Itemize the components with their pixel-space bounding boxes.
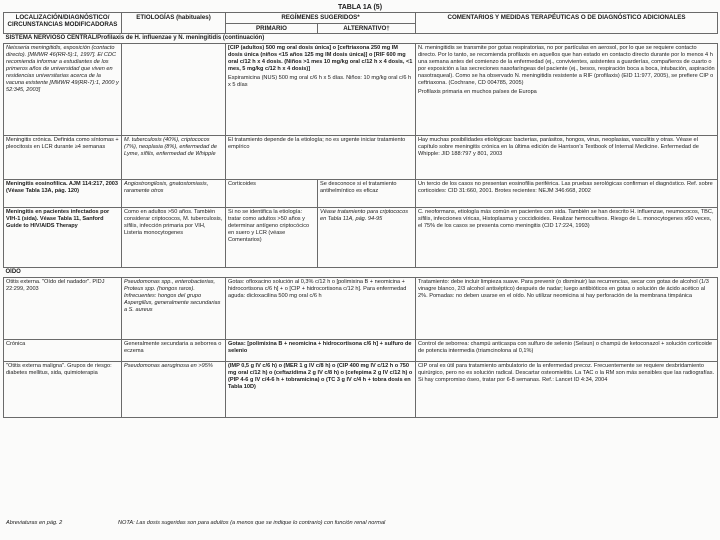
- header-primary: PRIMARIO: [226, 24, 318, 34]
- row-comments: Control de seborrea: champú anticaspa con sulfuro de selenio (Selsun) o champú de ketoconazol + solución corticoide de potencia intermedia (triamcinolona al 0,1%): [416, 340, 718, 362]
- row-alternative: Se desconoce si el tratamiento antihelmíntico es eficaz: [318, 180, 416, 208]
- row-etiology: Angiostrongilosis, gnatostomiasis, raramente otros: [122, 180, 226, 208]
- row-comments: Un tercio de los casos no presentan eosinofilia periférica. Las pruebas serológicas confirman el diagnóstico. Ref. sobre corticoides: CID 31:660, 2001. Brotes recientes: NEJM 346:668, 2002: [416, 180, 718, 208]
- header-comments: COMENTARIOS Y MEDIDAS TERAPÉUTICAS O DE DIAGNÓSTICO ADICIONALES: [416, 13, 718, 34]
- row-location: "Otitis externa maligna". Grupos de riesgo: diabetes mellitus, sida, quimioterapia: [4, 362, 122, 418]
- table-title: TABLA 1A (5): [337, 4, 383, 11]
- row-etiology: Generalmente secundaria a seborrea o eczema: [122, 340, 226, 362]
- row-location: Meningitis eosinofílica. AJM 114:217, 2003 (Véase Tabla 13A, pág. 120): [4, 180, 122, 208]
- table-row: [4, 278, 718, 340]
- table-row: [4, 208, 718, 268]
- row-primary: (IMP 0,5 g IV c/6 h) o (MER 1 g IV c/8 h) o (CIP 400 mg IV c/12 h o 750 mg oral c/12 h) o (ceftazidima 2 g IV c/8 h) o (cefepima 2 g IV c/12 h) o (PIP 4-6 g IV c/4-6 h + tobramicina) o (TC 3 g IV c/4 h + tobra dosis en Tabla 10D): [226, 362, 416, 418]
- row-location: Meningitis crónica. Definida como síntomas + pleocitosis en LCR durante ≥4 semanas: [4, 136, 122, 180]
- row-primary: Si no se identifica la etiología: tratar como adultos >50 años y determinar antígeno criptocócico en suero y LCR (véase Comentarios): [226, 208, 318, 268]
- row-location: Otitis externa. "Oído del nadador". PIDJ 22:299, 2003: [4, 278, 122, 340]
- abbreviations-note: Abreviaturas en pág. 2: [6, 520, 63, 526]
- row-etiology: Como en adultos >50 años. También considerar criptococos, M. tuberculosis, sífilis, infección primaria por VIH, Listeria monocytogenes: [122, 208, 226, 268]
- row-regimens: [226, 44, 416, 136]
- table-row: [4, 136, 718, 180]
- section-header-ear: OÍDO: [4, 268, 718, 278]
- row-primary: El tratamiento depende de la etiología; no es urgente iniciar tratamiento empírico: [226, 136, 416, 180]
- row-comments: Hay muchas posibilidades etiológicas: bacterias, parásitos, hongos, virus, neoplasias, vasculitis y otras. Véase el capítulo sobre meningitis crónica en la última edición de Harrison's Textbook of Internal Medicine. Enfermedad de Whipple: JID 188:797 y 801, 2003: [416, 136, 718, 180]
- row-location: Meningitis en pacientes infectados por VIH-1 (sida). Véase Tabla 11, Sanford Guide to HIV/AIDS Therapy: [4, 208, 122, 268]
- header-etiology: ETIOLOGÍAS (habituales): [122, 13, 226, 34]
- row-alternative: Véase tratamiento para criptococos en Tabla 11A, pág. 94-95: [318, 208, 416, 268]
- header-location: LOCALIZACIÓN/DIAGNÓSTICO/ CIRCUNSTANCIAS MODIFICADORAS: [4, 13, 122, 34]
- row-primary: [CIP (adultos) 500 mg oral dosis única] o [ceftriaxona 250 mg IM dosis única (niños <15 años 125 mg IM dosis única)] o [RIF 600 mg oral c/12 h x 4 dosis. (Niños >1 mes 10 mg/kg oral c/12 h x 4 dosis, <1 mes, 5 mg/kg c/12 h x 4 dosis)]: [228, 45, 413, 73]
- row-comment-extra: Profilaxis primaria en muchos países de Europa: [418, 88, 537, 95]
- table-row: [4, 180, 718, 208]
- row-primary: Gotas: ofloxacino solución al 0,3% c/12 h o [polimixina B + neomicina + hidrocortisona c/6 h] + o [CIP + hidrocortisona c/12 h]. Para enfermedad aguda: dicloxacilina 500 mg oral c/6 h: [226, 278, 416, 340]
- row-etiology: Pseudomonas aeruginosa en >95%: [122, 362, 226, 418]
- antibiotic-table: [3, 12, 718, 418]
- table-row: [4, 44, 718, 136]
- dose-note: NOTA: Las dosis sugeridas son para adultos (a menos que se indique lo contrario) con función renal normal: [118, 520, 386, 526]
- row-location: Neisseria meningitidis, exposición (contacto directo). [MMWR 46(RR-5):1, 1997]. El CDC recomienda informar a estudiantes de los primeros años de universidad que viven en residencias universitarias acerca de la vacuna existente [MMWR 49(RR-7):1, 2000 y 52:345, 2003]: [4, 44, 122, 136]
- row-comments: CIP oral es útil para tratamiento ambulatorio de la enfermedad precoz. Frecuentemente se requiere desbridamiento quirúrgico, pero no es solución radical. Descartar osteomielitis. La TAC o la RM son más sensibles que las radiografías. Si hay compromiso óseo, tratar por 6-8 semanas. Ref.: Lancet ID 4:34, 2004: [416, 362, 718, 418]
- row-comments: C. neoformans, etiología más común en pacientes con sida. También se han descrito H. influenzae, neumococos, TBC, sífilis, infecciones víricas, Histoplasma y coccidioides. Realizar hemocultivos. Riesgo de L. monocytogenes x60 veces, el 75% de los casos se presenta como meningitis (CID 17:224, 1993): [416, 208, 718, 268]
- row-comments: Tratamiento: debe incluir limpieza suave. Para prevenir (o disminuir) las recurrencias, secar con gotas de alcohol (1/3 vinagre blanco, 2/3 alcohol antiséptico) después de nadar; luego antibióticos en gotas o solución de ácido acético al 2%. Pomadas: no deben usarse en el oído. No utilizar neomicina si hay perforación de la membrana timpánica: [416, 278, 718, 340]
- table-row: [4, 362, 718, 418]
- row-etiology: [122, 44, 226, 136]
- table-row: [4, 340, 718, 362]
- section-header-cns: SISTEMA NERVIOSO CENTRAL/Profilaxis de H. influenzae y N. meningitidis (continuación): [4, 34, 718, 44]
- row-comments: [416, 44, 718, 136]
- row-primary: Corticoides: [226, 180, 318, 208]
- header-alternative: ALTERNATIVO†: [318, 24, 416, 34]
- row-etiology: M. tuberculosis (40%), criptococos (7%), neoplasia (8%), enfermedad de Lyme, sífilis, enfermedad de Whipple: [122, 136, 226, 180]
- row-location: Crónica: [4, 340, 122, 362]
- row-primary: Gotas: [polimixina B + neomicina + hidrocortisona c/6 h] + sulfuro de selenio: [226, 340, 416, 362]
- row-etiology: Pseudomonas spp., enterobacterias, Proteus spp. (hongos raros). Infrecuentes: hongos del grupo Aspergillus, generalmente secundarias a S. aureus: [122, 278, 226, 340]
- header-regimens: REGÍMENES SUGERIDOS*: [226, 13, 416, 24]
- row-comment: N. meningitidis se transmite por gotas respiratorias, no por partículas en aerosol, por lo que se requiere contacto directo. Por lo tanto, se recomienda profilaxis en aquellos que han estado en contacto directo durante por lo menos 4 h una semana antes del comienzo de la enfermedad (ej., convivientes, asistentes a guarderías, compañeros de cuarto o por exposición a las secreciones nasofaríngeas del paciente (ej., besos, respiración boca a boca, intubación, aspiración nasotraqueal). Como se ha observado N. meningitidis resistente a RIF (profilaxis) (EID 11:977, 2005), se prefiere CIP o ceftriaxona. (Cochrane, CD 004785, 2005): [418, 45, 715, 86]
- row-alternative: Espiramicina (NUS) 500 mg oral c/6 h x 5 días. Niños: 10 mg/kg oral c/6 h x 5 días: [228, 74, 412, 88]
